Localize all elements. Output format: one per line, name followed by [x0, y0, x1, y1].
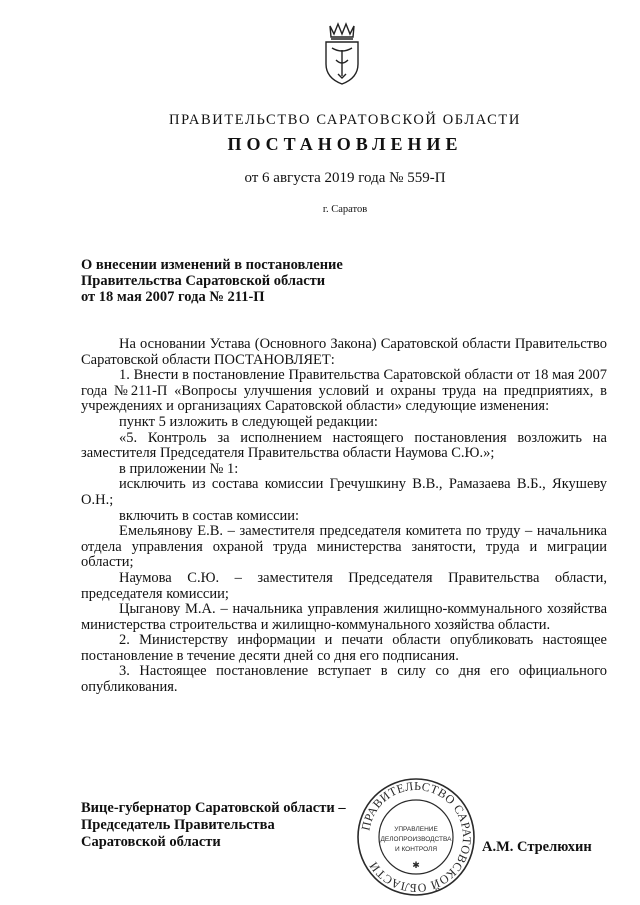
subject-line: Правительства Саратовской области [81, 273, 326, 289]
body-paragraph: Наумова С.Ю. – заместителя Председателя Правительства области, председателя комиссии; [81, 569, 607, 602]
signatory-name: А.М. Стрелюхин [482, 839, 592, 855]
body-paragraph: пункт 5 изложить в следующей редакции: [119, 413, 378, 430]
subject-line: О внесении изменений в постановление [81, 257, 343, 273]
document-type: ПОСТАНОВЛЕНИЕ [227, 134, 463, 154]
subject-line: от 18 мая 2007 года № 211-П [81, 289, 265, 305]
city: г. Саратов [322, 204, 368, 215]
official-stamp [355, 776, 477, 898]
body-paragraph: исключить из состава комиссии Гречушкину В.В., Рамазаева В.Б., Якушеву О.Н.; [81, 476, 607, 508]
body-paragraph: включить в состав комиссии: [119, 507, 300, 524]
coat-of-arms-icon [316, 20, 368, 90]
signatory-position [81, 800, 346, 851]
body-paragraph: 1. Внести в постановление Правительства Саратовской области от 18 мая 2007 года №211-П «Вопросы улучшения условий и охраны труда на предприятиях, в учреждениях и организациях Саратовской области» следующие изменения: [81, 367, 607, 415]
body-paragraph: в приложении № 1: [119, 460, 239, 477]
star-icon: ✱ [412, 861, 420, 871]
body-paragraph: 3. Настоящее постановление вступает в силу со дня его официального опубликования. [81, 663, 607, 696]
signatory-position-line: Председатель Правительства [81, 817, 275, 833]
stamp-inner-line: УПРАВЛЕНИЕ [394, 826, 438, 833]
body-paragraph: Цыганову М.А. – начальника управления жилищно-коммунального хозяйства министерства строительства и жилищно-коммунального хозяйства области. [81, 601, 607, 633]
body-paragraph: На основании Устава (Основного Закона) Саратовской области Правительство Саратовской области ПОСТАНОВЛЯЕТ: [81, 336, 607, 368]
signatory-position-line: Вице-губернатор Саратовской области – [81, 800, 346, 816]
body-paragraph: «5. Контроль за исполнением настоящего постановления возложить на заместителя Председателя Правительства области Наумова С.Ю.»; [81, 429, 607, 462]
document-subject [81, 257, 343, 305]
government-name: ПРАВИТЕЛЬСТВО САРАТОВСКОЙ ОБЛАСТИ [169, 112, 521, 128]
body-paragraph: 2. Министерству информации и печати области опубликовать настоящее постановление в течение десяти дней со дня его подписания. [81, 632, 607, 664]
stamp-inner-line: И КОНТРОЛЯ [394, 846, 438, 853]
signatory-position-line: Саратовской области [81, 834, 221, 850]
document-body [81, 337, 607, 696]
body-paragraph: Емельянову Е.В. – заместителя председателя комитета по труду – начальника отдела управления охраной труда министерства занятости, труда и миграции области; [81, 523, 607, 571]
stamp-outer-text: ПРАВИТЕЛЬСТВО САРАТОВСКОЙ ОБЛАСТИ [358, 778, 475, 896]
document-date-number: от 6 августа 2019 года № 559-П [244, 170, 446, 186]
stamp-inner-line: ДЕЛОПРОИЗВОДСТВА [380, 836, 452, 843]
